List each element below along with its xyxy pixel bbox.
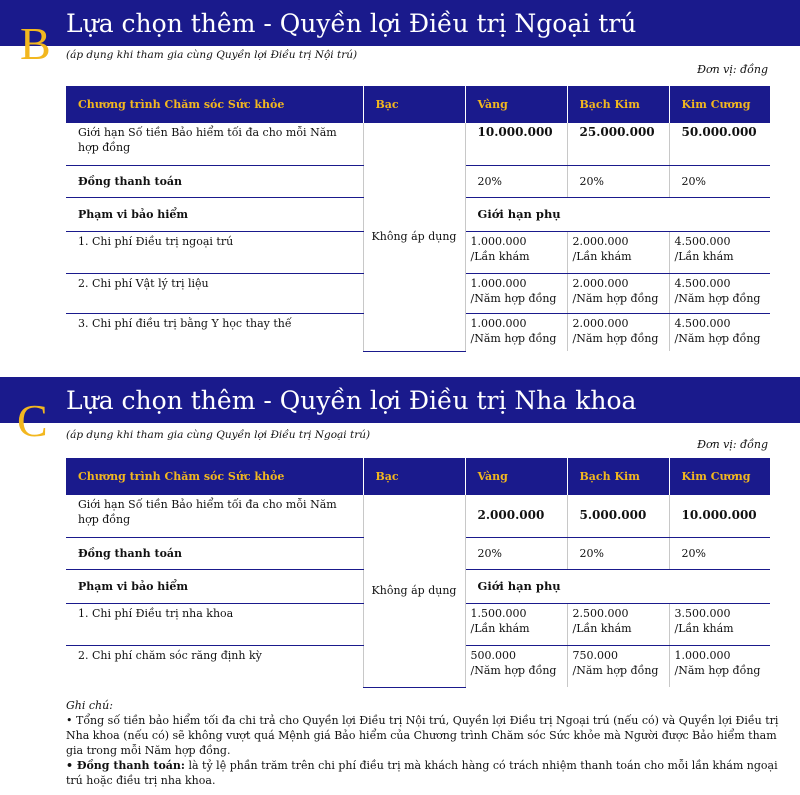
copay-diamond: 20% (669, 165, 770, 197)
section-c-letter: C (17, 395, 48, 446)
value-platinum: 2.000.000 /Lần khám (567, 231, 669, 273)
limit-platinum: 5.000.000 (567, 495, 669, 537)
header-diamond: Kim Cương (669, 86, 770, 123)
section-b-benefit-table (66, 86, 770, 352)
row-label-scope: Phạm vi bảo hiểm (66, 569, 363, 603)
limit-gold: 2.000.000 (465, 495, 567, 537)
sublimit-label: Giới hạn phụ (465, 197, 770, 231)
section-b-unit: Đơn vị: đồng (697, 63, 768, 76)
section-b-title: Lựa chọn thêm - Quyền lợi Điều trị Ngoại trú (66, 9, 637, 38)
section-b-letter: B (20, 18, 51, 69)
silver-not-applicable: Không áp dụng (363, 495, 465, 687)
silver-not-applicable: Không áp dụng (363, 123, 465, 351)
section-c-applies-note: (áp dụng khi tham gia cùng Quyền lợi Điều trị Ngoại trú) (66, 429, 371, 441)
row-label-scope: Phạm vi bảo hiểm (66, 197, 363, 231)
notes-title: Ghi chú: (66, 699, 113, 712)
limit-gold: 10.000.000 (465, 123, 567, 165)
limit-platinum: 25.000.000 (567, 123, 669, 165)
value-platinum: 750.000 /Năm hợp đồng (567, 645, 669, 687)
header-gold: Vàng (465, 86, 567, 123)
value-diamond: 4.500.000 /Lần khám (669, 231, 770, 273)
value-gold: 1.000.000 /Lần khám (465, 231, 567, 273)
row-label: 3. Chi phí điều trị bằng Y học thay thế (66, 313, 363, 351)
header-diamond: Kim Cương (669, 458, 770, 495)
row-label-limit: Giới hạn Số tiền Bảo hiểm tối đa cho mỗi Năm hợp đồng (66, 495, 363, 537)
value-gold: 500.000 /Năm hợp đồng (465, 645, 567, 687)
row-label-limit: Giới hạn Số tiền Bảo hiểm tối đa cho mỗi Năm hợp đồng (66, 123, 363, 165)
row-label: 1. Chi phí Điều trị nha khoa (66, 603, 363, 645)
row-label: 2. Chi phí Vật lý trị liệu (66, 273, 363, 313)
row-label: 2. Chi phí chăm sóc răng định kỳ (66, 645, 363, 687)
header-platinum: Bạch Kim (567, 86, 669, 123)
limit-diamond: 10.000.000 (669, 495, 770, 537)
section-c-title: Lựa chọn thêm - Quyền lợi Điều trị Nha khoa (66, 386, 637, 415)
section-c-benefit-table (66, 458, 770, 688)
copay-platinum: 20% (567, 165, 669, 197)
limit-diamond: 50.000.000 (669, 123, 770, 165)
value-gold: 1.000.000 /Năm hợp đồng (465, 273, 567, 313)
value-diamond: 4.500.000 /Năm hợp đồng (674, 316, 761, 345)
note-item-2-definition: là tỷ lệ phần trăm trên chi phí điều trị mà khách hàng có trách nhiệm thanh toán cho mỗi lần khám ngoại trú hoặc điều trị nha khoa. (66, 759, 778, 787)
header-silver: Bạc (363, 458, 465, 495)
copay-gold: 20% (465, 165, 567, 197)
section-c-unit: Đơn vị: đồng (697, 438, 768, 451)
note-item-2 (66, 758, 786, 788)
value-diamond: 4.500.000 /Năm hợp đồng (669, 273, 770, 313)
header-silver: Bạc (363, 86, 465, 123)
section-b-applies-note: (áp dụng khi tham gia cùng Quyền lợi Điều trị Nội trú) (66, 49, 358, 61)
sublimit-label: Giới hạn phụ (465, 569, 770, 603)
copay-diamond: 20% (669, 537, 770, 569)
row-label-copay: Đồng thanh toán (66, 165, 363, 197)
table-row-limit (66, 495, 770, 537)
value-gold: 1.000.000 /Năm hợp đồng (465, 313, 567, 351)
header-program: Chương trình Chăm sóc Sức khỏe (66, 458, 363, 495)
value-diamond: 3.500.000 /Lần khám (669, 603, 770, 645)
copay-platinum: 20% (567, 537, 669, 569)
header-platinum: Bạch Kim (567, 458, 669, 495)
table-header-row (66, 86, 770, 123)
value-diamond: 1.000.000 /Năm hợp đồng (674, 648, 761, 677)
copay-gold: 20% (465, 537, 567, 569)
header-gold: Vàng (465, 458, 567, 495)
note-item-1: • Tổng số tiền bảo hiểm tối đa chi trả cho Quyền lợi Điều trị Nội trú, Quyền lợi Điều trị Ngoại trú (nếu có) và Quyền lợi Điều trị Nha khoa (nếu có) sẽ không vượt quá Mệnh giá Bảo hiểm của Chương trình Chăm sóc Sức khỏe mà Người được Bảo hiểm tham gia trong mỗi Năm hợp đồng. (66, 714, 779, 757)
value-platinum: 2.000.000 /Năm hợp đồng (567, 313, 669, 351)
value-gold: 1.500.000 /Lần khám (465, 603, 567, 645)
value-platinum: 2.500.000 /Lần khám (567, 603, 669, 645)
header-program: Chương trình Chăm sóc Sức khỏe (66, 86, 363, 123)
table-row-limit (66, 123, 770, 165)
value-platinum: 2.000.000 /Năm hợp đồng (567, 273, 669, 313)
footnotes (66, 698, 786, 788)
table-header-row (66, 458, 770, 495)
row-label-copay: Đồng thanh toán (66, 537, 363, 569)
row-label: 1. Chi phí Điều trị ngoại trú (66, 231, 363, 273)
note-item-2-term: • Đồng thanh toán: (66, 759, 185, 772)
